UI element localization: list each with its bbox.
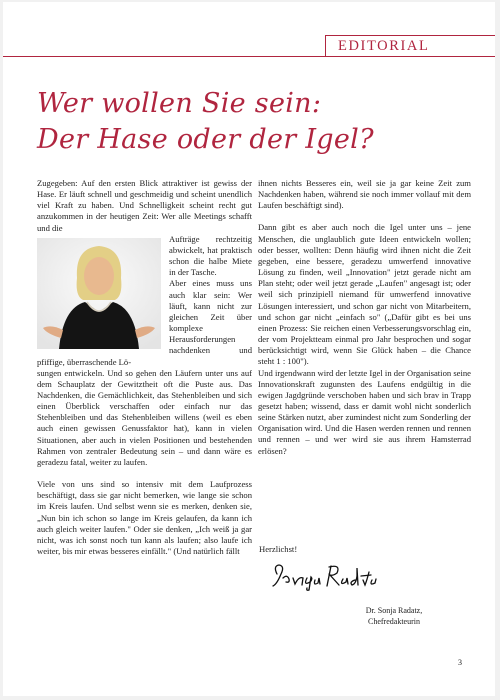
text-column-right — [258, 178, 471, 457]
paragraph-hedgehogs: Dann gibt es aber auch noch die Igel unter uns – jene Menschen, die unglaublich gute Ideen entwickeln wollen; oder besser, wollten: Denn häufig wird ihnen nicht die Zeit gegeben, eine bessere, geradezu umwerfend innovative Lösung zu finden, weil „Innovation" jetzt gerade nicht am Plan steht; oder weil jetzt gerade „Laufen" angesagt ist; oder weil sich prinzipiell niemand für umwerfend innovative Lösungen interessiert, und schon gar nicht von Mitarbeitern, und schon gar nicht „einfach so" („Dafür gibt es bei uns einen Prozess: Sie reichen einen Verbesserungsvorschlag ein, der vom Projektteam einmal pro Jahr besprochen und sogar berücksichtigt wird, wenn Sie Glück haben – die Chance steht 1 : 100"). — [258, 222, 471, 367]
closing-greeting: Herzlichst! — [259, 544, 298, 554]
magazine-page — [3, 2, 495, 696]
editorial-title — [37, 86, 477, 158]
paragraph-continued: sungen entwickeln. Und so gehen den Läufern unter uns auf dem Schauplatz der Gewitztheit oft die Puste aus. Das Nachdenken, die Gemächlichkeit, das Stehenbleiben und sich einen Überblick verschaffen oder einfach nur das Stehenbleiben und das Stehenbleiben willens (weil es eben auch einen gewissen Genussfaktor hat), kann in vielen Situationen, aber auch in vielen Positionen und bestehenden Rahmen von zentraler Bedeutung sein – und dann wäre es geradezu fatal, weiter zu laufen. — [37, 367, 252, 467]
paragraph-intro: Zugegeben: Auf den ersten Blick attraktiver ist gewiss der Hase. Er läuft schnell und geschmeidig und scheint unendlich viel Kraft zu haben. Und Schnelligkeit scheint recht gut anzukommen in der heutigen Zeit: Wer alle Meetings schafft und die — [37, 178, 252, 233]
page-number: 3 — [458, 658, 462, 667]
section-label: EDITORIAL — [325, 35, 495, 56]
paragraph-running-in-circles: Viele von uns sind so intensiv mit dem Laufprozess beschäftigt, dass sie gar nicht bemerken, wie lange sie schon im Kreis laufen. Und selbst wenn sie es merken, denken sie, „Nun bin ich schon so lange im Kreis gelaufen, da kann ich auch gleich weiter laufen." Oder sie denken, „Ich weiß ja gar nicht, was ich sonst noch tun kann als laufen; also laufe ich weiter, bis mir etwas besseres einfällt." (Und natürlich fällt — [37, 479, 252, 556]
signer-name: Dr. Sonja Radatz, — [365, 606, 423, 615]
title-line-2: Der Hase oder der Igel? — [37, 124, 374, 155]
paragraph-next-to-photo-1: Aufträge rechtzeitig abwickelt, hat praktisch schon die halbe Miete in der Tasche. — [169, 233, 252, 278]
paragraph-last-hedgehog: Und irgendwann wird der letzte Igel in der Organisation seine Innovationskraft zugunsten des Laufens endgültig in die ewigen Jagdgründe verschoben haben und sich brav in Trapp gesetzt haben; wissend, dass er damit wohl nicht sonderlich seine Stärken nutzt, aber zumindest nicht zum Sonderling der Organisation wird. Und die Hasen werden rennen und rennen und rennen – und wer wird sie aus ihrem Hamsterrad erlösen? — [258, 367, 471, 456]
handwritten-signature — [269, 560, 379, 592]
author-photo — [37, 238, 161, 349]
signer-role: Chefredakteurin — [368, 617, 420, 626]
header-rule — [3, 56, 495, 57]
title-line-1: Wer wollen Sie sein: — [37, 88, 322, 119]
paragraph-continuation: ihnen nichts Besseres ein, weil sie ja gar keine Zeit zum Nachdenken haben, während sie noch immer vollauf mit dem Laufen beschäftigt sind). — [258, 178, 471, 211]
text-column-left — [37, 178, 252, 557]
paragraph-next-to-photo-2: Aber eines muss uns auch klar sein: Wer läuft, kann nicht zur gleichen Zeit über komplexe Herausforderungen nachdenken und pfiffige, überraschende Lö- — [37, 278, 252, 367]
signer-block — [319, 605, 469, 627]
